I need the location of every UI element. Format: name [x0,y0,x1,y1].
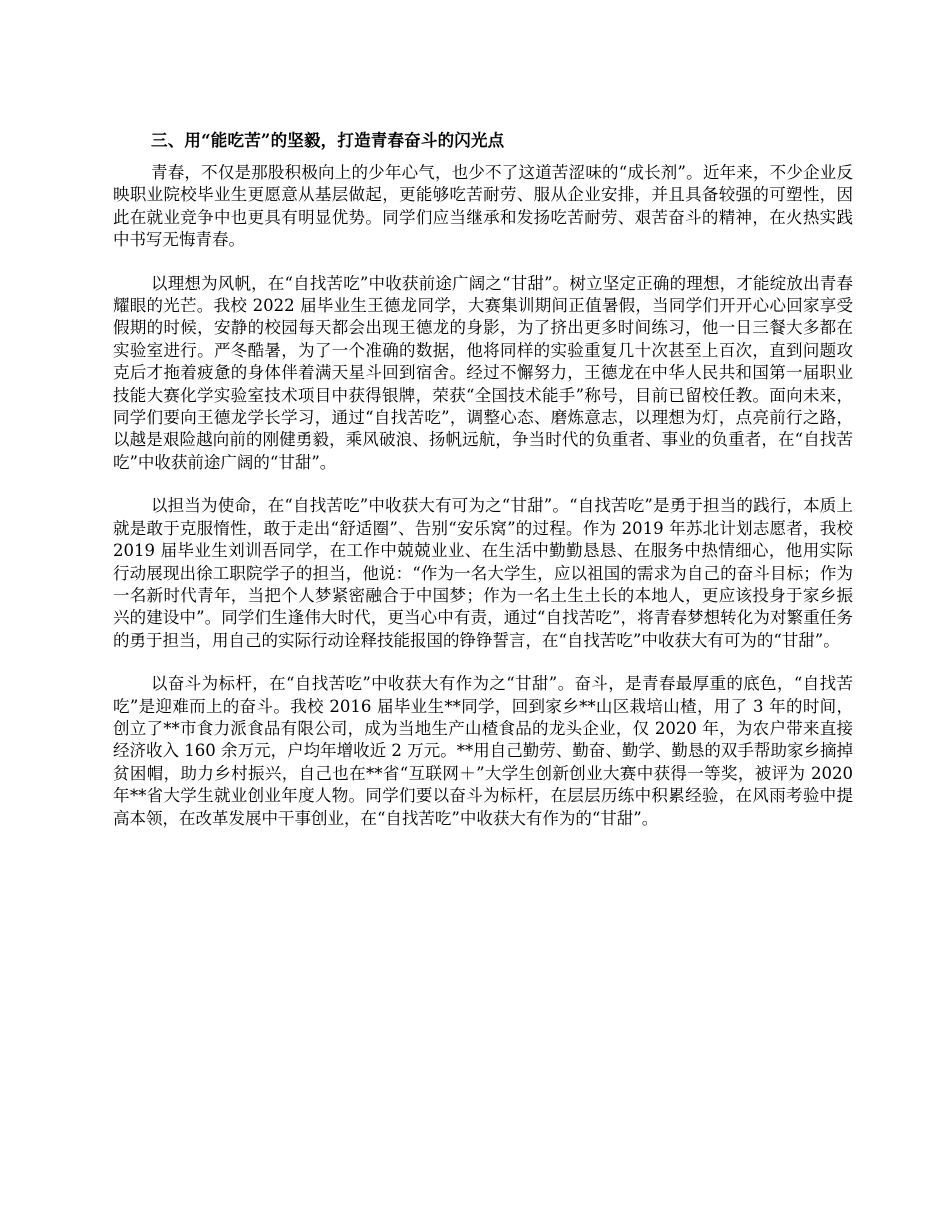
document-page [113,130,853,851]
paragraph-ideal: 以理想为风帆，在“自找苦吃”中收获前途广阔之“甘甜”。树立坚定正确的理想，才能绽放出青春耀眼的光芒。我校 2022 届毕业生王德龙同学，大赛集训期间正值暑假，当同学们开开心心回家享受假期的时候，安静的校园每天都会出现王德龙的身影，为了挤出更多时间练习，他一日三餐大多都在实验室进行。严冬酷暑，为了一个准确的数据，他将同样的实验重复几十次甚至上百次，直到问题攻克后才拖着疲惫的身体伴着满天星斗回到宿舍。经过不懈努力，王德龙在中华人民共和国第一届职业技能大赛化学实验室技术项目中获得银牌，荣获“全国技术能手”称号，目前已留校任教。面向未来，同学们要向王德龙学长学习，通过“自找苦吃”，调整心态、磨炼意志，以理想为灯，点亮前行之路，以越是艰险越向前的刚健勇毅，乘风破浪、扬帆远航，争当时代的负重者、事业的负重者，在“自找苦吃”中收获前途广阔的“甘甜”。 [113,273,853,472]
paragraph-struggle: 以奋斗为标杆，在“自找苦吃”中收获大有作为之“甘甜”。奋斗，是青春最厚重的底色，“自找苦吃”是迎难而上的奋斗。我校 2016 届毕业生**同学，回到家乡**山区栽培山楂，用了 3 年的时间，创立了**市食力派食品有限公司，成为当地生产山楂食品的龙头企业，仅 2020 年，为农户带来直接经济收入 160 余万元，户均年增收近 2 万元。**用自己勤劳、勤奋、勤学、勤恳的双手帮助家乡摘掉贫困帽，助力乡村振兴，自己也在**省“互联网＋”大学生创新创业大赛中获得一等奖，被评为 2020 年**省大学生就业创业年度人物。同学们要以奋斗为标杆，在层层历练中积累经验，在风雨考验中提高本领，在改革发展中干事创业，在“自找苦吃”中收获大有作为的“甘甜”。 [113,674,853,828]
section-heading: 三、用“能吃苦”的坚毅，打造青春奋斗的闪光点 [151,131,505,150]
paragraph-responsibility: 以担当为使命，在“自找苦吃”中收获大有可为之“甘甜”。“自找苦吃”是勇于担当的践行，本质上就是敢于克服惰性，敢于走出“舒适圈”、告别“安乐窝”的过程。作为 2019 年苏北计划志愿者，我校 2019 届毕业生刘训吾同学，在工作中兢兢业业、在生活中勤勤恳恳、在服务中热情细心，他用实际行动展现出徐工职院学子的担当，他说：“作为一名大学生，应以祖国的需求为自己的奋斗目标；作为一名新时代青年，当把个人梦紧密融合于中国梦；作为一名土生土长的本地人，更应该投身于家乡振兴的建设中”。同学们生逢伟大时代，更当心中有责，通过“自找苦吃”，将青春梦想转化为对繁重任务的勇于担当，用自己的实际行动诠释技能报国的铮铮誓言，在“自找苦吃”中收获大有可为的“甘甜”。 [113,496,853,650]
paragraph-youth-intro: 青春，不仅是那股积极向上的少年心气，也少不了这道苦涩味的“成长剂”。近年来，不少企业反映职业院校毕业生更愿意从基层做起，更能够吃苦耐劳、服从企业安排，并且具备较强的可塑性，因此在就业竞争中也更具有明显优势。同学们应当继承和发扬吃苦耐劳、艰苦奋斗的精神，在火热实践中书写无悔青春。 [113,163,853,250]
